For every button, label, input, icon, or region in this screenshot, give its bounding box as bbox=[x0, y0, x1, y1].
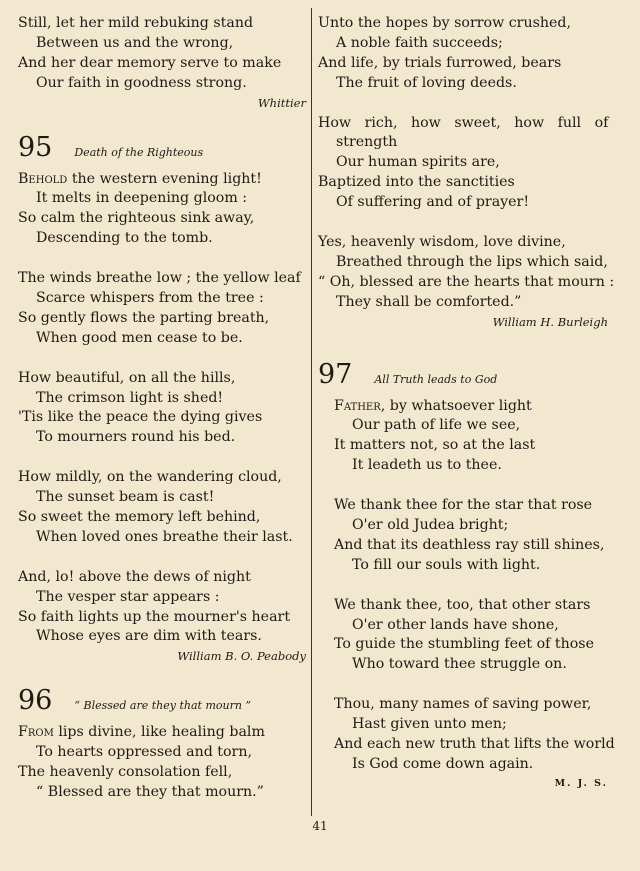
attribution: M. J. S. bbox=[554, 777, 608, 789]
verse-line: “ Blessed are they that mourn.” bbox=[36, 784, 264, 801]
verse-line bbox=[18, 170, 306, 190]
verse-line: And, lo! above the dews of night bbox=[18, 568, 251, 585]
verse-line: The sunset beam is cast! bbox=[36, 489, 215, 506]
verse-line: 'Tis like the peace the dying gives bbox=[18, 409, 263, 426]
hymn-body bbox=[318, 397, 615, 775]
verse-line: Yes, heavenly wisdom, love divine, bbox=[318, 234, 566, 251]
verse-line: Hast given unto men; bbox=[352, 716, 507, 733]
verse-line: We thank thee, too, that other stars bbox=[334, 596, 591, 613]
stanza bbox=[334, 397, 608, 477]
stanza bbox=[18, 269, 306, 349]
verse-line: So calm the righteous sink away, bbox=[18, 210, 255, 227]
attribution: William B. O. Peabody bbox=[177, 649, 306, 664]
verse-text: , by whatsoever light bbox=[380, 397, 532, 414]
verse-line: Between us and the wrong, bbox=[36, 34, 234, 51]
hymn-heading bbox=[18, 130, 306, 170]
verse-line: The vesper star appears : bbox=[36, 588, 220, 605]
hymn-title: All Truth leads to God bbox=[374, 372, 498, 386]
verse-line: The winds breathe low ; the yellow leaf bbox=[18, 270, 301, 287]
stanza bbox=[18, 468, 306, 548]
verse-line: To mourners round his bed. bbox=[36, 429, 236, 446]
verse-line: Descending to the tomb. bbox=[36, 230, 213, 247]
page-number: 41 bbox=[312, 819, 328, 833]
verse-line: Who toward thee struggle on. bbox=[352, 656, 567, 673]
verse-line: O'er old Judea bright; bbox=[352, 517, 509, 534]
verse-line: It matters not, so at the last bbox=[334, 437, 536, 454]
verse-line: “ Oh, blessed are the hearts that mourn : bbox=[318, 273, 615, 290]
verse-line: Still, let her mild rebuking stand bbox=[18, 15, 254, 31]
first-word: Father bbox=[334, 397, 381, 414]
verse-line: How mildly, on the wandering cloud, bbox=[18, 469, 282, 486]
stanza bbox=[318, 114, 608, 213]
verse-line: When loved ones breathe their last. bbox=[36, 528, 293, 545]
stanza bbox=[18, 369, 306, 449]
verse-line: And each new truth that lifts the world bbox=[334, 736, 615, 753]
verse-line: They shall be comforted.” bbox=[336, 293, 522, 310]
verse-line: And life, by trials furrowed, bears bbox=[318, 54, 562, 71]
hymn-heading bbox=[318, 357, 608, 397]
verse-line: How beautiful, on all the hills, bbox=[18, 369, 236, 386]
verse-line: Thou, many names of saving power, bbox=[334, 696, 592, 713]
verse-line: Breathed through the lips which said, bbox=[336, 253, 608, 270]
verse-line bbox=[334, 397, 608, 417]
verse-line: So gently flows the parting breath, bbox=[18, 309, 270, 326]
verse-line: We thank thee for the star that rose bbox=[334, 497, 593, 514]
verse-line: strength bbox=[336, 134, 398, 151]
right-column bbox=[318, 14, 615, 793]
verse-line: Our faith in goodness strong. bbox=[36, 74, 247, 91]
verse-line bbox=[18, 723, 306, 743]
hymn-title: “ Blessed are they that mourn ” bbox=[74, 699, 252, 713]
verse-line: Scarce whispers from the tree : bbox=[36, 290, 264, 307]
attribution: William H. Burleigh bbox=[492, 314, 608, 329]
first-word: From bbox=[18, 724, 54, 741]
hymn-number: 97 bbox=[318, 358, 353, 390]
hymn-title: Death of the Righteous bbox=[74, 145, 204, 159]
hymn-number: 96 bbox=[18, 685, 53, 717]
verse-line: O'er other lands have shone, bbox=[352, 616, 559, 633]
hymn-number: 95 bbox=[18, 131, 53, 163]
verse-line: To guide the stumbling feet of those bbox=[334, 636, 594, 653]
verse-line: Is God come down again. bbox=[352, 755, 534, 772]
stanza bbox=[334, 496, 608, 576]
verse-line: The fruit of loving deeds. bbox=[336, 74, 517, 91]
verse-line: Whose eyes are dim with tears. bbox=[36, 628, 262, 645]
verse-line: Unto the hopes by sorrow crushed, bbox=[318, 15, 571, 31]
verse-line: When good men cease to be. bbox=[36, 329, 243, 346]
verse-line: So faith lights up the mourner's heart bbox=[18, 608, 291, 625]
hymn-heading bbox=[18, 683, 306, 723]
column-divider bbox=[311, 8, 312, 816]
attribution: Whittier bbox=[257, 95, 306, 110]
verse-line: It leadeth us to thee. bbox=[352, 457, 502, 474]
left-column bbox=[18, 14, 306, 803]
verse-text: lips divine, like healing balm bbox=[53, 724, 265, 741]
stanza bbox=[18, 170, 306, 250]
verse-text: the western evening light! bbox=[67, 170, 262, 187]
verse-line: The crimson light is shed! bbox=[36, 389, 224, 406]
verse-line: And her dear memory serve to make bbox=[18, 54, 282, 71]
verse-line: Our human spirits are, bbox=[336, 154, 500, 171]
verse-line: It melts in deepening gloom : bbox=[36, 190, 248, 207]
stanza bbox=[334, 596, 608, 676]
verse-line: To hearts oppressed and torn, bbox=[36, 744, 252, 761]
verse-line: A noble faith succeeds; bbox=[336, 34, 503, 51]
stanza bbox=[18, 14, 306, 94]
verse-line: So sweet the memory left behind, bbox=[18, 509, 261, 526]
first-word: Behold bbox=[18, 170, 68, 187]
verse-line: Of suffering and of prayer! bbox=[336, 194, 530, 211]
verse-line: How rich, how sweet, how full of bbox=[318, 114, 609, 131]
verse-line: Baptized into the sanctities bbox=[318, 174, 515, 191]
verse-line: And that its deathless ray still shines, bbox=[334, 536, 605, 553]
stanza bbox=[318, 233, 615, 313]
verse-line: The heavenly consolation fell, bbox=[18, 764, 233, 781]
stanza bbox=[18, 568, 306, 648]
verse-line: Our path of life we see, bbox=[352, 417, 521, 434]
stanza bbox=[334, 695, 615, 775]
stanza bbox=[318, 14, 608, 94]
stanza bbox=[18, 723, 306, 803]
verse-line: To fill our souls with light. bbox=[352, 556, 541, 573]
